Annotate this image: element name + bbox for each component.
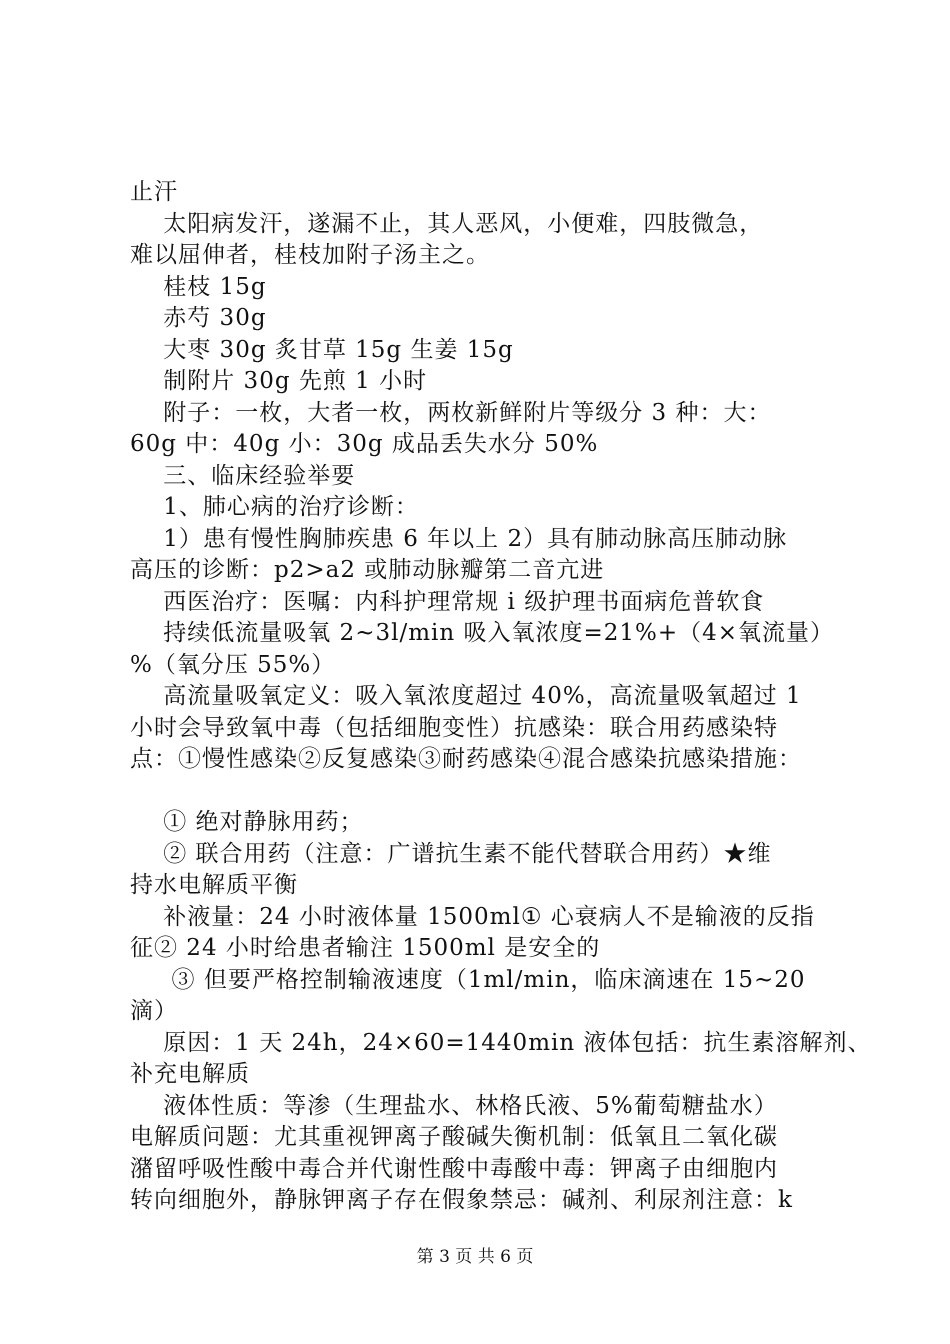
- text-line: 桂枝 15g: [130, 273, 267, 300]
- text-line: 60g 中：40g 小：30g 成品丢失水分 50%: [130, 431, 599, 457]
- text-line: 液体性质：等渗（生理盐水、林格氏液、5%葡萄糖盐水）: [130, 1092, 778, 1119]
- text-line: 转向细胞外，静脉钾离子存在假象禁忌：碱剂、利尿剂注意：k: [130, 1187, 793, 1213]
- text-line: ② 联合用药（注意：广谱抗生素不能代替联合用药）★维: [130, 840, 772, 867]
- text-line: 补液量：24 小时液体量 1500ml① 心衰病人不是输液的反指: [130, 903, 815, 930]
- text-line: 小时会导致氧中毒（包括细胞变性）抗感染：联合用药感染特: [130, 714, 778, 741]
- text-line: 西医治疗：医嘱：内科护理常规 i 级护理书面病危普软食: [130, 588, 765, 615]
- text-line: ③ 但要严格控制输液速度（1ml/min，临床滴速在 15~20: [130, 966, 806, 993]
- page-footer: 第 3 页 共 6 页: [416, 1247, 534, 1267]
- text-line: 高流量吸氧定义：吸入氧浓度超过 40%，高流量吸氧超过 1: [130, 683, 802, 709]
- text-line: 滴）: [130, 998, 178, 1024]
- text-line: 1）患有慢性胸肺疾患 6 年以上 2）具有肺动脉高压肺动脉: [130, 525, 788, 552]
- text-line: 制附片 30g 先煎 1 小时: [130, 368, 428, 394]
- text-line: 征② 24 小时给患者输注 1500ml 是安全的: [130, 935, 601, 961]
- text-line: 大枣 30g 炙甘草 15g 生姜 15g: [130, 336, 514, 363]
- text-line: 潴留呼吸性酸中毒合并代谢性酸中毒酸中毒：钾离子由细胞内: [130, 1155, 778, 1182]
- text-line: %（氧分压 55%）: [130, 651, 336, 678]
- text-line: 难以屈伸者，桂枝加附子汤主之。: [130, 242, 490, 268]
- text-line: 点：①慢性感染②反复感染③耐药感染④混合感染抗感染措施：: [130, 746, 802, 772]
- text-line: 补充电解质: [130, 1061, 250, 1087]
- text-line: 止汗: [130, 179, 178, 205]
- text-line: 持水电解质平衡: [130, 872, 298, 898]
- text-line: 太阳病发汗，遂漏不止，其人恶风，小便难，四肢微急，: [130, 210, 764, 237]
- text-line: 三、临床经验举要: [130, 462, 356, 489]
- text-line: 电解质问题：尤其重视钾离子酸碱失衡机制：低氧且二氧化碳: [130, 1124, 778, 1150]
- text-line: 持续低流量吸氧 2~3l/min 吸入氧浓度=21%+（4×氧流量）: [130, 620, 835, 646]
- text-line: ① 绝对静脉用药；: [130, 809, 364, 835]
- text-line: 1、肺心病的治疗诊断：: [130, 494, 419, 520]
- text-line: 原因：1 天 24h，24×60=1440min 液体包括：抗生素溶解剂、: [130, 1029, 872, 1056]
- text-line: 赤芍 30g: [130, 305, 267, 331]
- text-line: 高压的诊断：p2>a2 或肺动脉瓣第二音亢进: [130, 557, 605, 583]
- text-line: 附子：一枚，大者一枚，两枚新鲜附片等级分 3 种：大：: [130, 399, 772, 426]
